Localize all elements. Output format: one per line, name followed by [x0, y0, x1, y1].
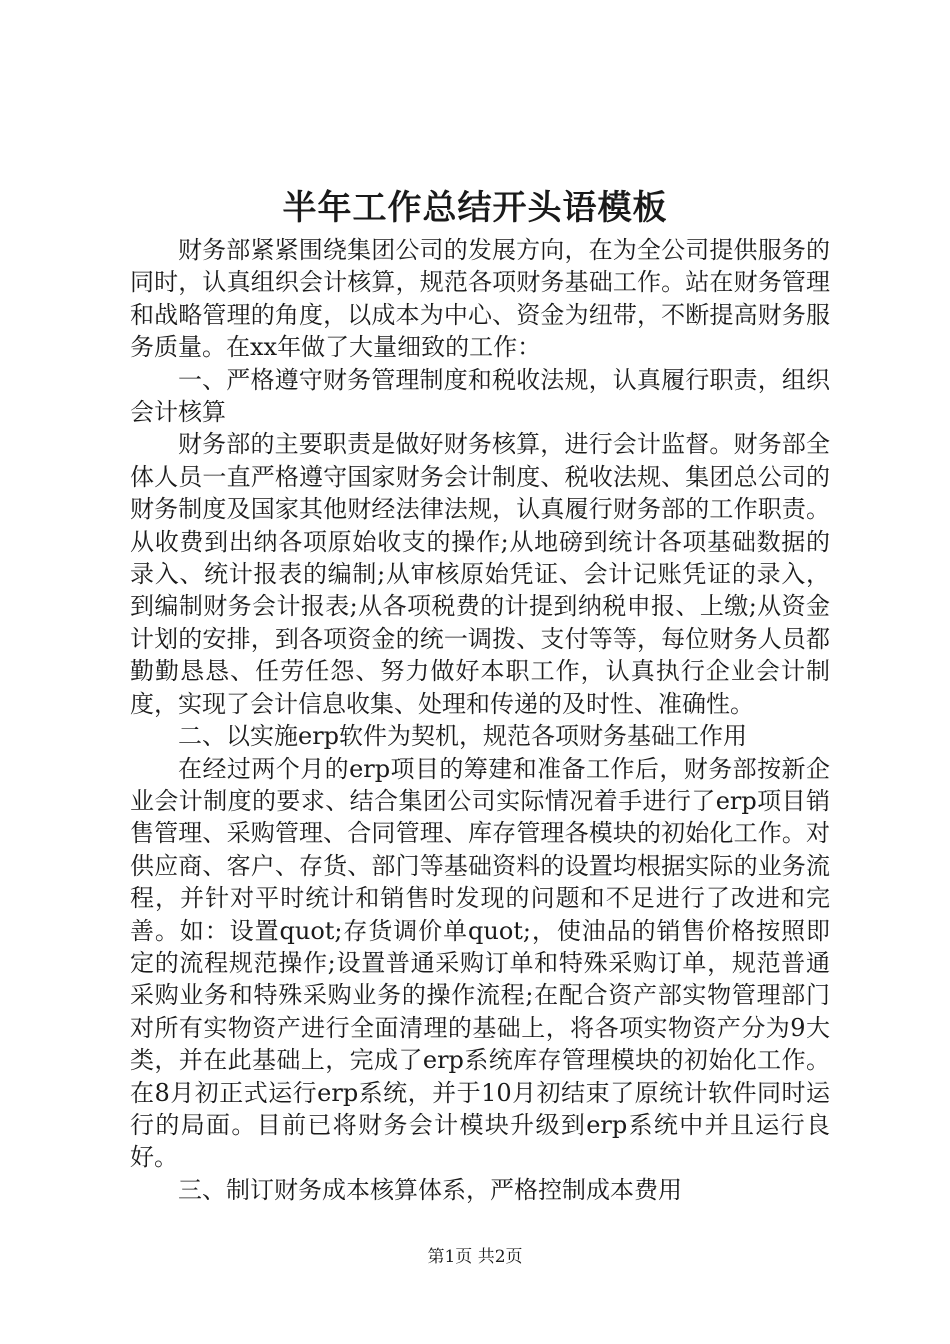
document-title: 半年工作总结开头语模板: [282, 188, 668, 228]
section-paragraph-1: 财务部的主要职责是做好财务核算，进行会计监督。财务部全体人员一直严格遵守国家财务会计制度、税收法规、集团总公司的财务制度及国家其他财经法律法规，认真履行财务部的工作职责。从收费到出纳各项原始收支的操作;从地磅到统计各项基础数据的录入、统计报表的编制;从审核原始凭证、会计记账凭证的录入，到编制财务会计报表;从各项税费的计提到纳税申报、上缴;从资金计划的安排，到各项资金的统一调拨、支付等等，每位财务人员都勤勤恳恳、任劳任怨、努力做好本职工作，认真执行企业会计制度，实现了会计信息收集、处理和传递的及时性、准确性。: [130, 430, 830, 718]
section-heading-1: 一、严格遵守财务管理制度和税收法规，认真履行职责，组织会计核算: [130, 365, 830, 427]
section-heading-2: 二、以实施erp软件为契机，规范各项财务基础工作用: [178, 722, 748, 751]
intro-paragraph: 财务部紧紧围绕集团公司的发展方向，在为全公司提供服务的同时，认真组织会计核算，规范各项财务基础工作。站在财务管理和战略管理的角度，以成本为中心、资金为纽带，不断提高财务服务质量。在xx年做了大量细致的工作：: [130, 236, 830, 362]
document-body: [130, 234, 830, 1206]
section-heading-3: 三、制订财务成本核算体系，严格控制成本费用: [178, 1175, 682, 1204]
section-paragraph-2: 在经过两个月的erp项目的筹建和准备工作后，财务部按新企业会计制度的要求、结合集团公司实际情况着手进行了erp项目销售管理、采购管理、合同管理、库存管理各模块的初始化工作。对供应商、客户、存货、部门等基础资料的设置均根据实际的业务流程，并针对平时统计和销售时发现的问题和不足进行了改进和完善。如：设置quot;存货调价单quot;，使油品的销售价格按照即定的流程规范操作;设置普通采购订单和特殊采购订单，规范普通采购业务和特殊采购业务的操作流程;在配合资产部实物管理部门对所有实物资产进行全面清理的基础上，将各项实物资产分为9大类，并在此基础上，完成了erp系统库存管理模块的初始化工作。在8月初正式运行erp系统，并于10月初结束了原统计软件同时运行的局面。目前已将财务会计模块升级到erp系统中并且运行良好。: [130, 754, 830, 1172]
page-footer: 第1页 共2页: [427, 1247, 523, 1267]
